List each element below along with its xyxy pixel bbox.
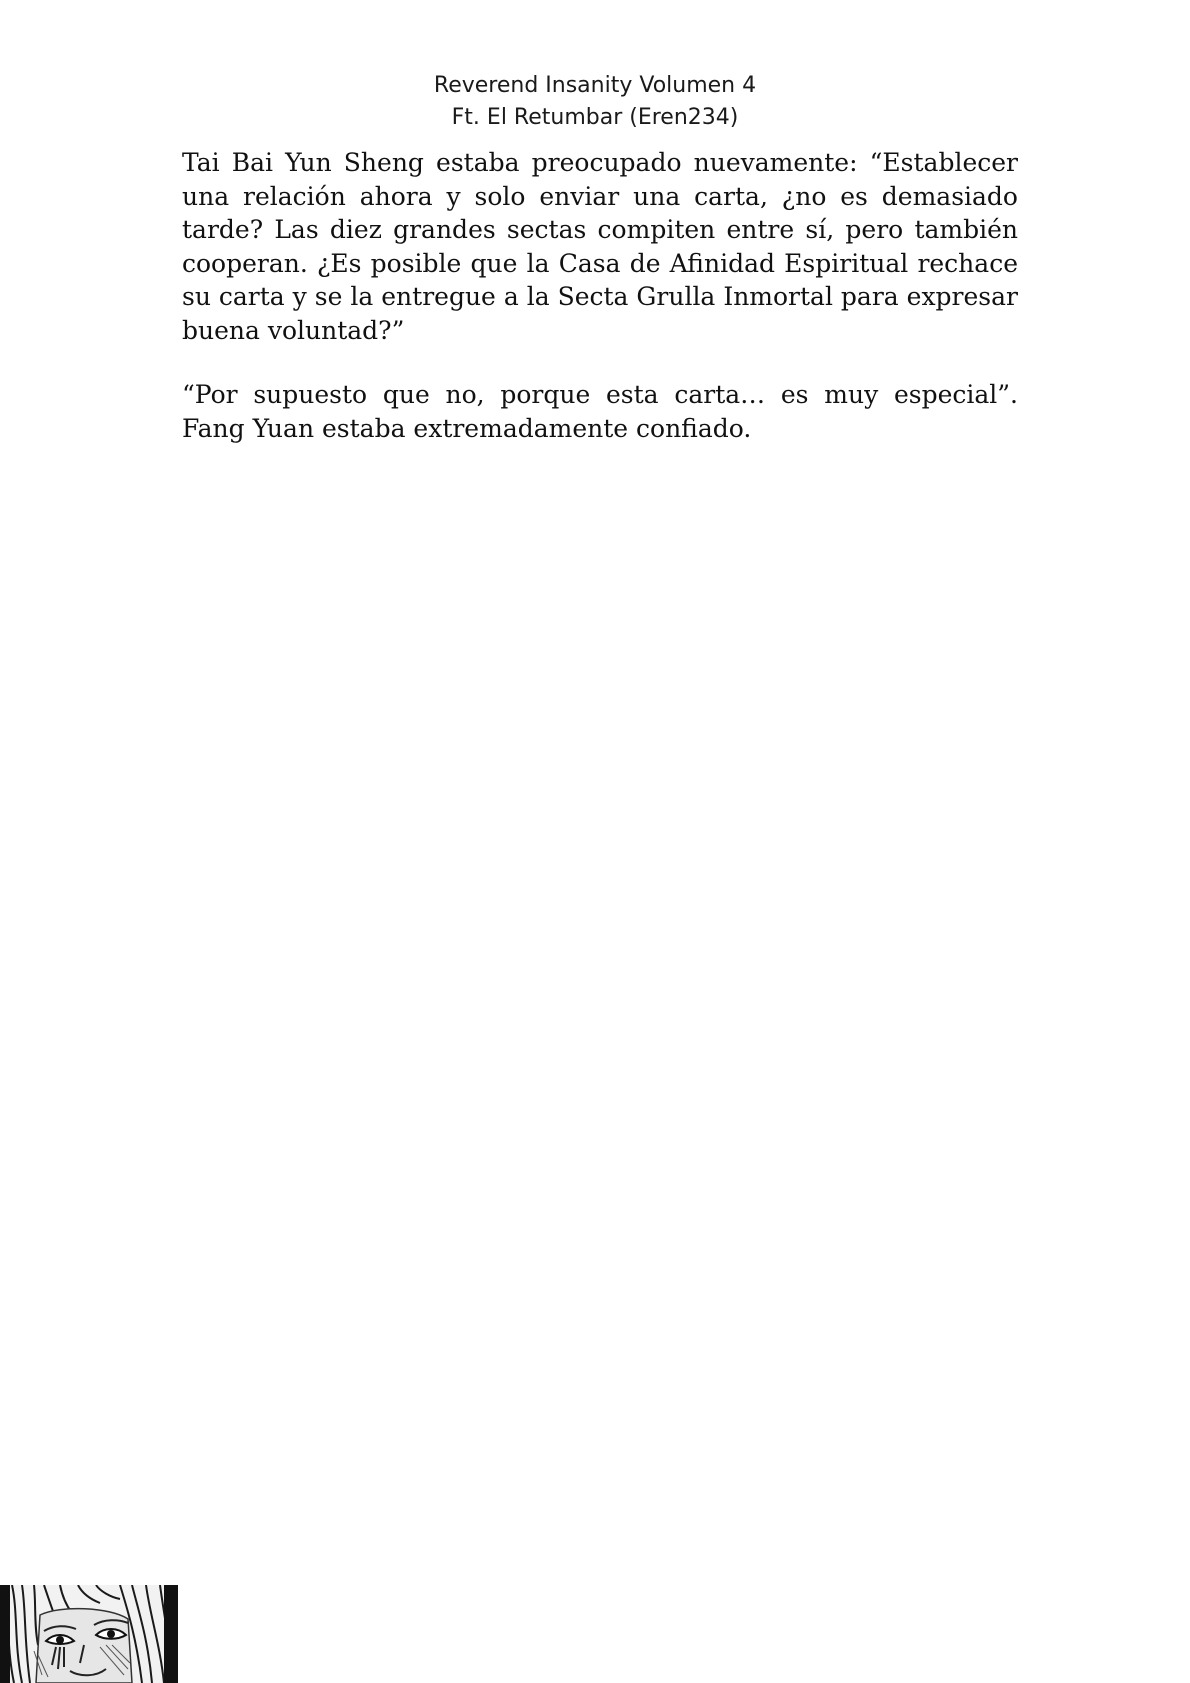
- paragraph-1: Tai Bai Yun Sheng estaba preocupado nuevamente: “Establecer una relación ahora y solo enviar una carta, ¿no es demasiado tarde? Las diez grandes sectas compiten entre sí, pero también cooperan. ¿Es posible que la Casa de Afinidad Espiritual rechace su carta y se la entregue a la Secta Grulla Inmortal para expresar buena voluntad?”: [182, 148, 1018, 345]
- page-body: [182, 146, 1018, 476]
- paragraph-2: “Por supuesto que no, porque esta carta… es muy especial”. Fang Yuan estaba extremadamente confiado.: [182, 380, 1018, 443]
- header-title: Reverend Insanity Volumen 4: [433, 73, 757, 98]
- page-header: [0, 70, 1190, 134]
- manga-face-illustration: [0, 1585, 178, 1683]
- header-subtitle: Ft. El Retumbar (Eren234): [451, 105, 739, 130]
